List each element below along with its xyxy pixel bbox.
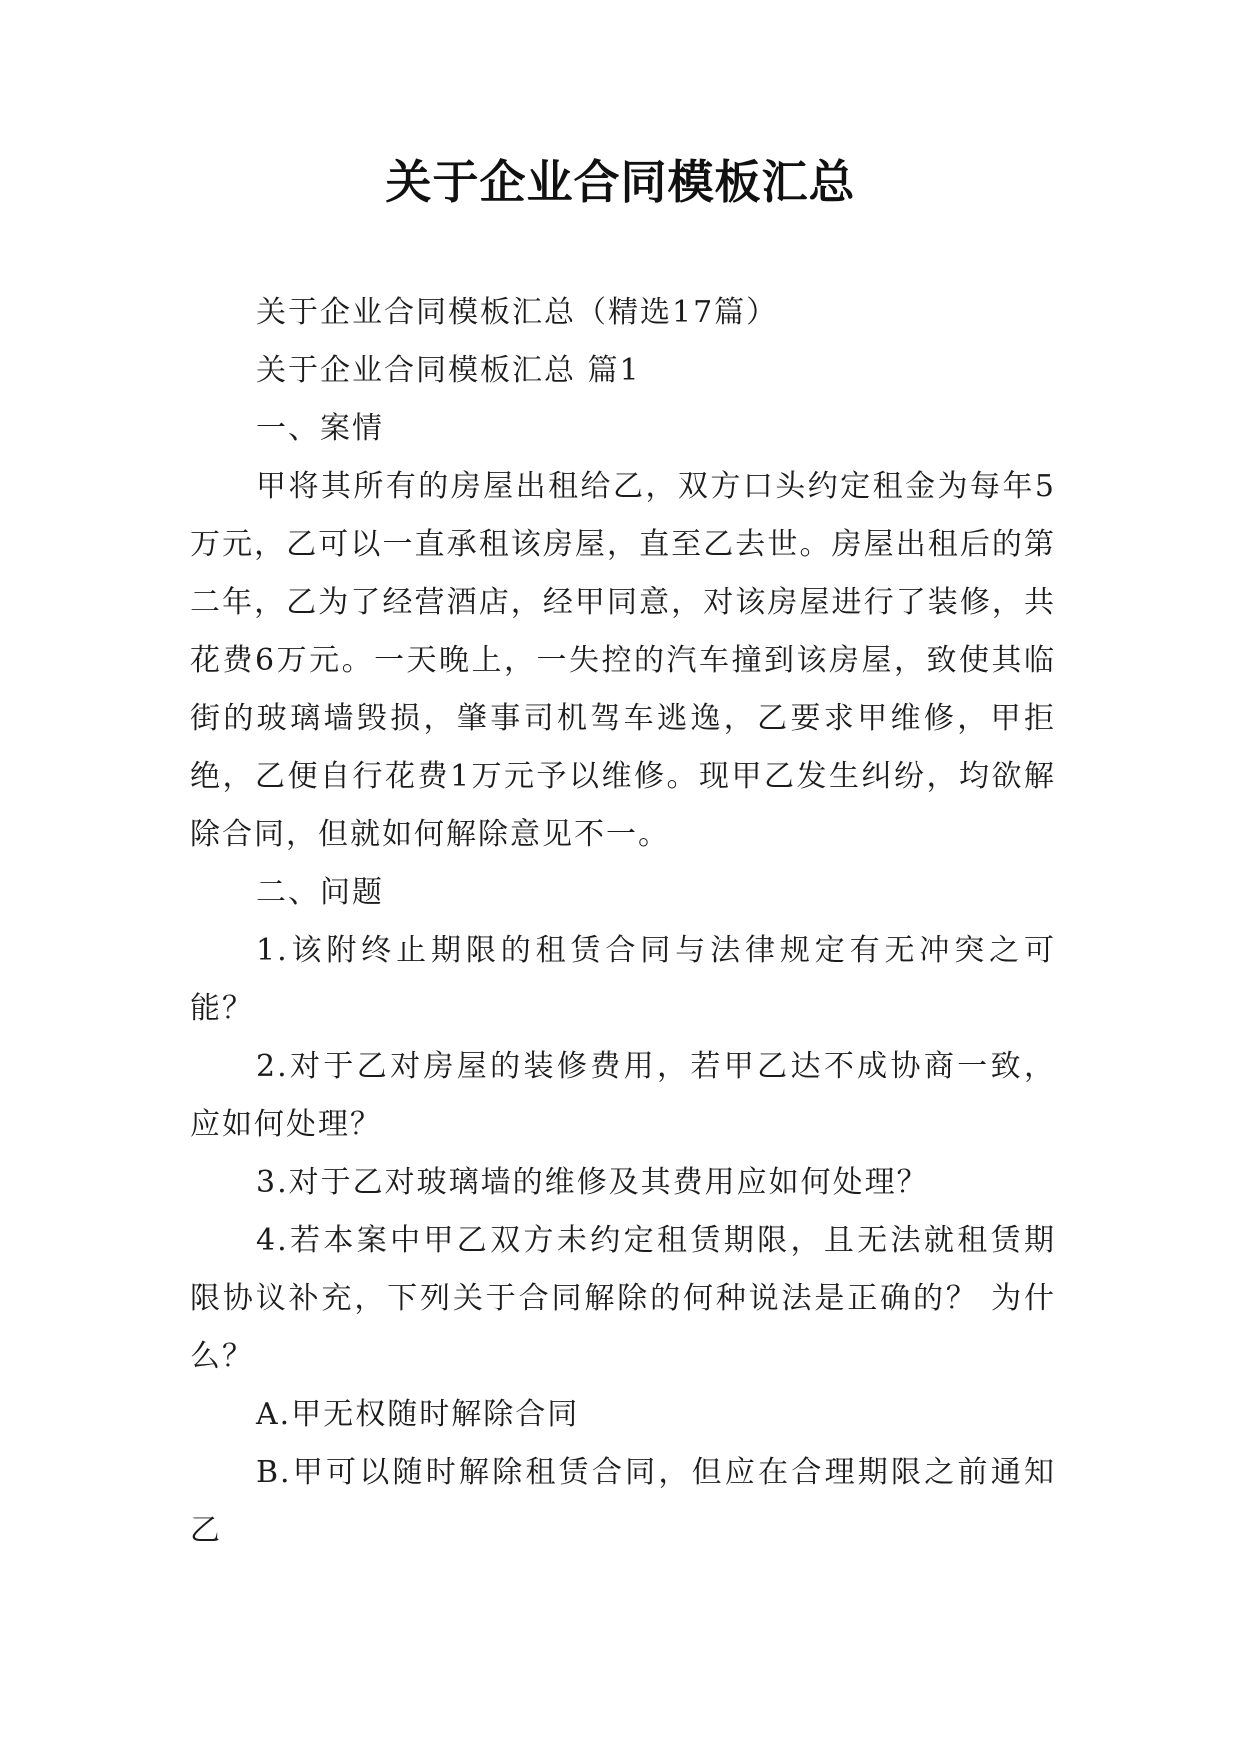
paragraph-case-heading: 一、案情 bbox=[256, 411, 384, 446]
paragraph-question-1: 1.该附终止期限的租赁合同与法律规定有无冲突之可能？ bbox=[190, 933, 1056, 1026]
paragraph-option-a: A.甲无权随时解除合同 bbox=[256, 1397, 580, 1432]
paragraph-question-4: 4.若本案中甲乙双方未约定租赁期限，且无法就租赁期限协议补充，下列关于合同解除的何种说法是正确的？ 为什么？ bbox=[190, 1223, 1056, 1374]
document-body bbox=[190, 284, 1056, 1560]
paragraph-section-heading: 关于企业合同模板汇总 篇1 bbox=[256, 353, 641, 388]
paragraph-questions-heading: 二、问题 bbox=[256, 875, 384, 910]
paragraph-subtitle: 关于企业合同模板汇总（精选17篇） bbox=[256, 295, 779, 330]
paragraph-option-b: B.甲可以随时解除租赁合同，但应在合理期限之前通知乙 bbox=[190, 1455, 1056, 1548]
paragraph-case-text: 甲将其所有的房屋出租给乙，双方口头约定租金为每年5万元，乙可以一直承租该房屋，直至乙去世。房屋出租后的第二年，乙为了经营酒店，经甲同意，对该房屋进行了装修，共花费6万元。一天晚上，一失控的汽车撞到该房屋，致使其临街的玻璃墙毁损，肇事司机驾车逃逸，乙要求甲维修，甲拒绝，乙便自行花费1万元予以维修。现甲乙发生纠纷，均欲解除合同，但就如何解除意见不一。 bbox=[190, 469, 1056, 852]
paragraph-question-2: 2.对于乙对房屋的装修费用，若甲乙达不成协商一致，应如何处理？ bbox=[190, 1049, 1056, 1142]
paragraph-question-3: 3.对于乙对玻璃墙的维修及其费用应如何处理？ bbox=[256, 1165, 929, 1200]
document-title: 关于企业合同模板汇总 bbox=[385, 155, 856, 209]
